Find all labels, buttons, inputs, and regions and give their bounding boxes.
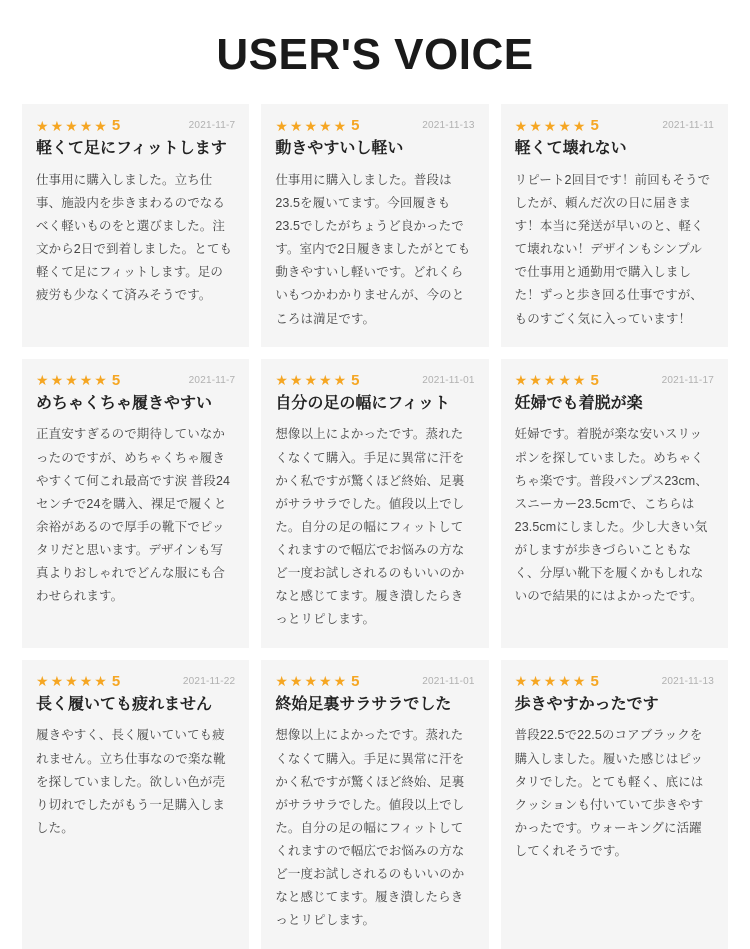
- review-card: [501, 660, 728, 949]
- star-icon: ★: [65, 117, 78, 134]
- rating: [275, 118, 359, 133]
- review-card: [261, 104, 488, 347]
- rating-value: 5: [590, 371, 599, 389]
- star-icon: ★: [572, 372, 586, 389]
- star-icon: ★: [558, 372, 571, 389]
- review-title: 軽くて足にフィットします: [36, 140, 227, 157]
- review-card-header: [275, 118, 474, 133]
- review-title: 歩きやすかったです: [514, 695, 659, 713]
- star-icon: ★: [543, 117, 557, 134]
- star-icon: ★: [275, 673, 288, 690]
- review-body: 想像以上によかったです。蒸れたくなくて購入。手足に異常に汗をかく私ですが驚くほど終始、足裏がサラサラでした。値段以上でした。自分の足の幅にフィットしてくれますので幅広でお悩みの方など一度お試しされるのもいいのかなと感じてます。履き潰したらきっとリピします。: [275, 728, 465, 928]
- review-body: 仕事用に購入しました。立ち仕事、施設内を歩きまわるのでなるべく軽いものをと選びました。注文から2日で到着しました。とても軽くて足にフィットします。足の疲労も少なくて済みそうです。: [36, 172, 233, 303]
- rating: [36, 118, 120, 133]
- review-date: 2021-11-13: [422, 120, 475, 131]
- star-icon: ★: [543, 372, 557, 389]
- review-body: 仕事用に購入しました。普段は23.5を履いてます。今回履きも23.5でしたがちょうど良かったです。室内で2日履きましたがとても動きやすいし軽いです。どれくらいもつかわかりませんが、今のところは満足です。: [275, 172, 471, 326]
- star-icon: ★: [319, 673, 332, 690]
- rating: [275, 373, 359, 388]
- star-icon: ★: [304, 673, 318, 690]
- star-icon: ★: [50, 372, 64, 389]
- rating: [36, 373, 120, 388]
- star-icon: ★: [79, 372, 93, 389]
- review-title: 妊婦でも着脱が楽: [514, 394, 643, 412]
- review-body: 想像以上によかったです。蒸れたくなくて購入。手足に異常に汗をかく私ですが驚くほど終始、足裏がサラサラでした。値段以上でした。自分の足の幅にフィットしてくれますので幅広でお悩みの方など一度お試しされるのもいいのかなと感じてます。履き潰したらきっとリピします。: [275, 427, 465, 627]
- review-card-header: [36, 674, 235, 689]
- star-icon: ★: [36, 117, 49, 134]
- rating-value: 5: [351, 672, 360, 690]
- review-card-header: [515, 674, 714, 689]
- review-card: [261, 359, 488, 648]
- review-grid: [22, 104, 728, 949]
- reviews-page: [0, 30, 750, 928]
- review-body: 妊婦です。着脱が楽な安いスリッポンを探していました。めちゃくちゃ楽です。普段パンプス23cm、スニーカー23.5cmで、こちらは23.5cmにしました。少し大きい気がしますが歩きづらいこともなく、分厚い靴下を履くかもしれないので結果的にはよかったです。: [514, 427, 708, 604]
- review-date: 2021-11-01: [422, 675, 475, 687]
- review-card-header: [515, 373, 714, 388]
- review-card: [501, 104, 728, 347]
- rating: [36, 674, 120, 689]
- star-icon: ★: [558, 117, 571, 134]
- star-icon: ★: [333, 117, 347, 134]
- star-icon: ★: [543, 673, 557, 690]
- rating-value: 5: [351, 371, 360, 389]
- star-icon: ★: [65, 372, 78, 389]
- star-icon: ★: [558, 673, 571, 690]
- review-title: 長く履いても疲れません: [36, 695, 213, 713]
- star-icon: ★: [94, 372, 107, 389]
- star-icon: ★: [36, 372, 49, 389]
- star-icon: ★: [319, 372, 332, 389]
- review-date: 2021-11-7: [188, 120, 236, 131]
- star-icon: ★: [529, 673, 542, 690]
- page-title: USER'S VOICE: [216, 30, 534, 79]
- review-card: [22, 359, 249, 648]
- review-card-header: [515, 118, 714, 133]
- review-title: めちゃくちゃ履きやすい: [36, 394, 213, 412]
- review-body: 普段22.5で22.5のコアブラックを購入しました。履いた感じはピッタリでした。とても軽く、底にはクッションも付いていて歩きやすかったです。ウォーキングに活躍してくれそうです。: [514, 728, 704, 859]
- star-icon: ★: [94, 117, 107, 134]
- rating-value: 5: [590, 117, 599, 134]
- review-card-header: [36, 373, 235, 388]
- review-card-header: [275, 373, 474, 388]
- review-card: [22, 104, 249, 347]
- star-icon: ★: [50, 673, 64, 690]
- star-icon: ★: [94, 673, 107, 690]
- rating: [515, 674, 599, 689]
- review-card-header: [36, 118, 235, 133]
- review-date: 2021-11-11: [662, 120, 714, 131]
- star-icon: ★: [572, 117, 586, 134]
- star-icon: ★: [333, 372, 347, 389]
- review-date: 2021-11-13: [661, 675, 714, 687]
- review-body: 正直安すぎるので期待していなかったのですが、めちゃくちゃ履きやすくて何これ最高です涙 普段24センチで24を購入、裸足で履くと余裕があるので厚手の靴下でピッタリだと思います。デザインも写真よりおしゃれでどんな服にも合わせられます。: [36, 427, 231, 604]
- star-icon: ★: [36, 673, 49, 690]
- review-date: 2021-11-7: [188, 374, 236, 386]
- review-card: [22, 660, 249, 949]
- review-title: 軽くて壊れない: [514, 140, 627, 157]
- star-icon: ★: [289, 673, 303, 690]
- star-icon: ★: [514, 372, 528, 389]
- rating-value: 5: [111, 117, 121, 134]
- review-body: リピート2回目です！前回もそうでしたが、頼んだ次の日に届きます！本当に発送が早いのと、軽くて壊れない！デザインもシンプルで仕事用と通勤用で購入しました！ずっと歩き回る仕事ですが、ものすごく気に入っています！: [514, 172, 711, 326]
- rating-value: 5: [111, 672, 121, 690]
- review-body: 履きやすく、長く履いていても疲れません。立ち仕事なので楽な靴を探していました。欲しい色が売り切れでしたがもう一足購入しました。: [36, 728, 226, 835]
- rating: [515, 373, 599, 388]
- star-icon: ★: [79, 117, 93, 134]
- rating: [275, 674, 359, 689]
- star-icon: ★: [50, 117, 64, 134]
- star-icon: ★: [514, 117, 528, 134]
- review-date: 2021-11-22: [182, 675, 236, 687]
- rating-value: 5: [590, 672, 599, 690]
- rating: [515, 118, 599, 133]
- review-title: 終始足裏サラサラでした: [275, 695, 452, 713]
- star-icon: ★: [319, 117, 332, 134]
- review-date: 2021-11-01: [422, 374, 475, 386]
- rating-value: 5: [351, 117, 360, 134]
- star-icon: ★: [304, 117, 318, 134]
- star-icon: ★: [304, 372, 318, 389]
- star-icon: ★: [79, 673, 93, 690]
- review-card: [501, 359, 728, 648]
- review-title: 自分の足の幅にフィット: [275, 394, 451, 412]
- star-icon: ★: [289, 372, 303, 389]
- star-icon: ★: [275, 117, 288, 134]
- star-icon: ★: [572, 673, 586, 690]
- star-icon: ★: [289, 117, 303, 134]
- review-title: 動きやすいし軽い: [275, 140, 404, 157]
- review-date: 2021-11-17: [661, 374, 714, 386]
- review-card: [261, 660, 488, 949]
- review-card-header: [275, 674, 474, 689]
- star-icon: ★: [65, 673, 78, 690]
- rating-value: 5: [111, 371, 121, 389]
- star-icon: ★: [333, 673, 347, 690]
- star-icon: ★: [275, 372, 288, 389]
- star-icon: ★: [514, 673, 528, 690]
- star-icon: ★: [529, 117, 542, 134]
- star-icon: ★: [529, 372, 542, 389]
